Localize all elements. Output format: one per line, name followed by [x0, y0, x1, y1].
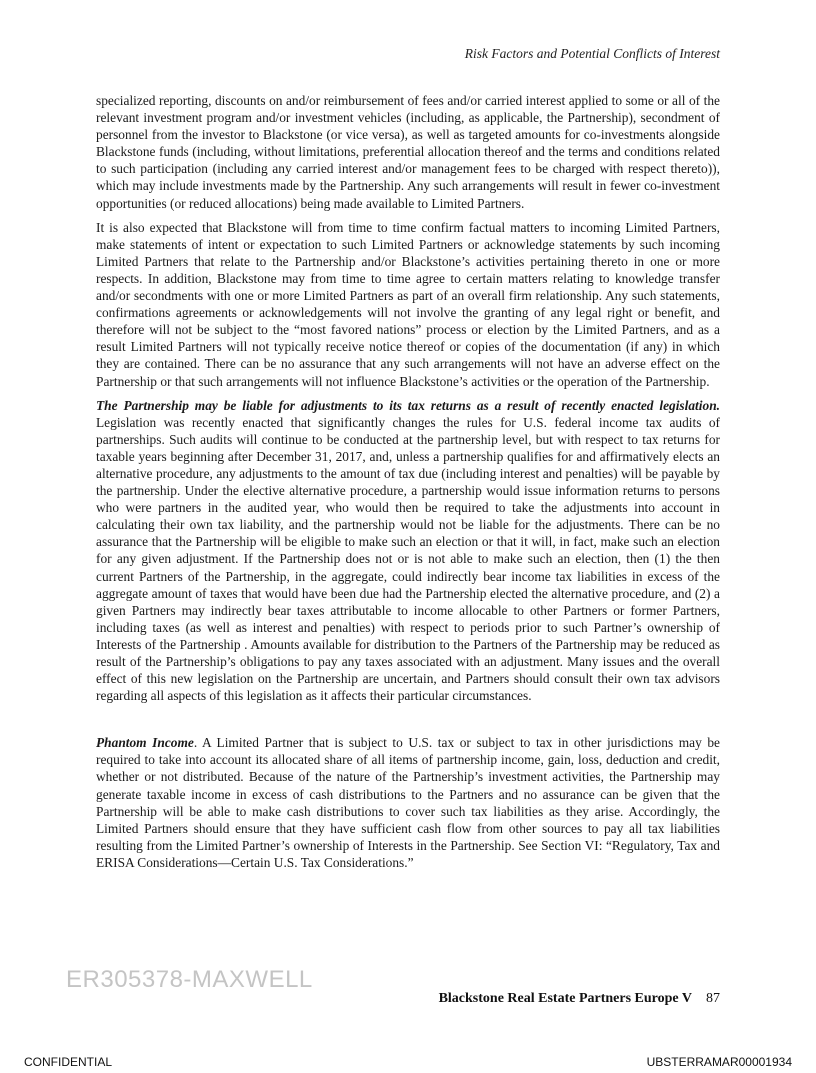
paragraph-phantom-income	[96, 734, 720, 871]
page-footer	[439, 991, 720, 1007]
tax-adjustments-heading: The Partnership may be liable for adjustments to its tax returns as a result of recently enacted legislation.	[96, 397, 720, 413]
body-text	[96, 92, 720, 878]
paragraph-confirmations: It is also expected that Blackstone will from time to time confirm factual matters to incoming Limited Partners, make statements of intent or expectation to such Limited Partners or acknowledge statements by such incoming Limited Partners that relate to the Partnership and/or Blackstone’s activities pertaining thereto in one or more respects. In addition, Blackstone may from time to time agree to certain matters relating to knowledge transfer and/or secondments with one or more Limited Partners as part of an overall firm relationship. Any such statements, confirmations agreements or acknowledgements will not involve the granting of any legal right or benefit, and therefore will not be subject to the “most favored nations” process or election by the Limited Partners, and as a result Limited Partners will not typically receive notice thereof or copies of the documentation (if any) in which they are contained. There can be no assurance that any such arrangements will not have an adverse effect on the Partnership or that such arrangements will not influence Blackstone’s activities or the operation of the Partnership.	[96, 219, 720, 389]
fund-name: Blackstone Real Estate Partners Europe V	[438, 991, 692, 1006]
tax-adjustments-text: Legislation was recently enacted that significantly changes the rules for U.S. federal income tax audits of partnerships. Such audits will continue to be conducted at the partnership level, but with respect to tax returns for taxable years beginning after December 31, 2017, and, unless a partnership qualifies for and affirmatively elects an alternative procedure, any adjustments to the amount of tax due (including interest and penalties) will be payable by the partnership. Under the elective alternative procedure, a partnership would issue information returns to persons who were partners in the audited year, who would then be required to take the adjustments into account in calculating their own tax liability, and the partnership would not be liable for the adjustments. There can be no assurance that the Partnership will be eligible to make such an election or that it will, in fact, make such an election for any given adjustment. If the Partnership does not or is not able to make such an election, then (1) the then current Partners of the Partnership, in the aggregate, could indirectly bear income tax liabilities in excess of the aggregate amount of taxes that would have been due had the Partnership elected the alternative procedure, and (2) a given Partners may indirectly bear taxes attributable to income allocable to other Partners or former Partners, including taxes (as well as interest and penalties) with respect to periods prior to such Partner’s ownership of Interests of the Partnership . Amounts available for distribution to the Partners of the Partnership may be reduced as result of the Partnership’s obligations to pay any taxes associated with an adjustment. Many issues and the overall effect of this new legislation on the Partnership are uncertain, and Partners should consult their own tax advisors regarding all aspects of this legislation as it affects their particular circumstances.	[96, 414, 720, 704]
running-header: Risk Factors and Potential Conflicts of Interest	[464, 46, 720, 61]
paragraph-coinvestment: specialized reporting, discounts on and/or reimbursement of fees and/or carried interest applied to some or all of the relevant investment program and/or investment vehicles (including, as applicable, the Partnership), secondment of personnel from the investor to Blackstone (or vice versa), as well as targeted amounts for co-investments alongside Blackstone funds (including, without limitations, preferential allocation thereof and the terms and conditions related to such participation (including any carried interest and/or management fees to be charged with respect thereto)), which may include investments made by the Partnership. Any such arrangements will result in fewer co-investment opportunities (or reduced allocations) being made available to Limited Partners.	[96, 93, 720, 211]
phantom-income-text: . A Limited Partner that is subject to U.S. tax or subject to tax in other jurisdictions may be required to take into account its allocated share of all items of partnership income, gain, loss, deduction and credit, whether or not distributed. Because of the nature of the Partnership’s investment activities, the Partnership may generate taxable income in excess of cash distributions to the Partners and no assurance can be given that the Partnership will be able to make cash distributions to cover such tax liabilities as they arise. Accordingly, the Limited Partners should ensure that they have sufficient cash flow from other sources to pay all tax liabilities resulting from the Limited Partner’s ownership of Interests in the Partnership. See Section VI: “Regulatory, Tax and ERISA Considerations—Certain U.S. Tax Considerations.”	[96, 735, 721, 870]
phantom-income-heading: Phantom Income	[96, 735, 194, 751]
paragraph-tax-adjustments	[96, 397, 720, 705]
confidential-label: CONFIDENTIAL	[24, 1055, 113, 1069]
page-number: 87	[706, 991, 720, 1006]
bates-number: UBSTERRAMAR00001934	[646, 1055, 792, 1069]
watermark-stamp: ER305378-MAXWELL	[66, 966, 313, 993]
